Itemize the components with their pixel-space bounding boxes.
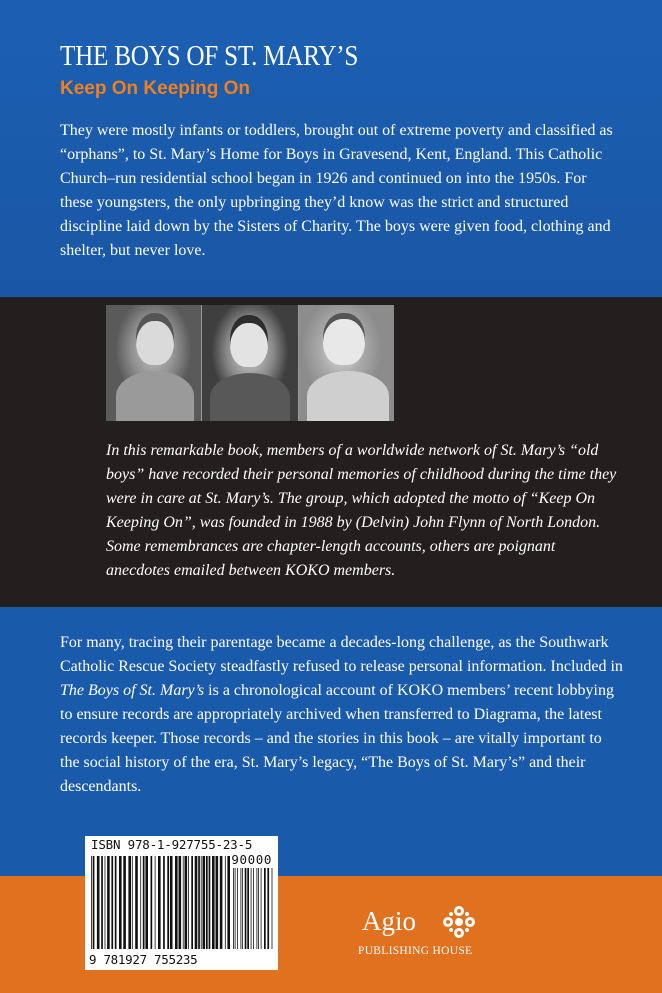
barcode-bar bbox=[115, 856, 117, 949]
boy-body bbox=[307, 371, 389, 421]
boy-head bbox=[136, 313, 174, 365]
barcode-bar bbox=[143, 856, 145, 949]
barcode-bar bbox=[237, 868, 238, 949]
barcode-bar bbox=[206, 856, 208, 949]
barcode-bar bbox=[179, 856, 182, 949]
intro-paragraph: They were mostly infants or toddlers, brought out of extreme poverty and classified as “orphans”, to St. Mary’s Home for Boys in Gravesend, Kent, England. This Catholic Church–run residential school began in 1926 and continued on into the 1950s. For these youngsters, the only upbringing they’d know was the strict and structured discipline laid down by the Sisters of Charity. The boys were given food, clothing and shelter, but never love. bbox=[60, 122, 613, 259]
barcode-bar bbox=[97, 856, 100, 949]
barcode-bar bbox=[132, 856, 133, 949]
book-subtitle: Keep On Keeping On bbox=[60, 78, 251, 99]
barcode-bar bbox=[105, 856, 106, 949]
barcode-bars bbox=[91, 856, 231, 949]
barcode-bar bbox=[151, 856, 153, 949]
barcode-bar bbox=[212, 856, 215, 949]
barcode-bar bbox=[203, 856, 206, 949]
barcode-bar bbox=[128, 856, 131, 949]
barcode-bar bbox=[209, 856, 211, 949]
barcode-bar bbox=[272, 868, 273, 949]
boy-body bbox=[210, 373, 290, 421]
barcode-bar bbox=[201, 856, 202, 949]
boy-photo bbox=[202, 305, 298, 421]
outro-paragraph bbox=[60, 631, 625, 799]
barcode-bar bbox=[195, 856, 198, 949]
barcode-bar bbox=[163, 856, 165, 949]
barcode-bar bbox=[225, 856, 226, 949]
barcode-bar bbox=[257, 868, 258, 949]
quote-paragraph: In this remarkable book, members of a worldwide network of St. Mary’s “old boys” have recorded their personal memories of childhood during the time they were in care at St. Mary’s. The group, which adopted the motto of “Keep On Keeping On”, was founded in 1988 by (Delvin) John Flynn of North London. Some remembrances are chapter-length accounts, others are poignant anecdotes emailed between KOKO members. bbox=[106, 442, 617, 579]
boys-photo-strip bbox=[106, 305, 394, 421]
isbn-label: ISBN 978-1-927755-23-5 bbox=[91, 837, 253, 852]
barcode-bar bbox=[185, 856, 188, 949]
price-code: 90000 bbox=[231, 852, 272, 867]
barcode-bar bbox=[198, 856, 200, 949]
barcode-bar bbox=[101, 856, 103, 949]
barcode-bar bbox=[145, 856, 148, 949]
barcode-bar bbox=[155, 856, 156, 949]
barcode-bar bbox=[167, 856, 169, 949]
barcode-bar bbox=[175, 856, 178, 949]
barcode-bar bbox=[258, 868, 259, 949]
boy-head bbox=[230, 315, 268, 367]
isbn-barcode bbox=[85, 836, 278, 970]
boy-body bbox=[116, 371, 194, 421]
publisher-house-label: PUBLISHING HOUSE bbox=[358, 945, 473, 957]
barcode-bar bbox=[264, 868, 266, 949]
barcode-bar bbox=[170, 856, 173, 949]
barcode-digits: 9 781927 755235 bbox=[89, 952, 198, 967]
addon-barcode-bars bbox=[233, 868, 273, 949]
boy-photo bbox=[106, 305, 202, 421]
barcode-bar bbox=[241, 868, 242, 949]
barcode-bar bbox=[242, 868, 243, 949]
barcode-bar bbox=[111, 856, 113, 949]
barcode-bar bbox=[227, 856, 230, 949]
barcode-bar bbox=[251, 868, 252, 949]
barcode-bar bbox=[93, 856, 95, 949]
barcode-bar bbox=[135, 856, 138, 949]
barcode-bar bbox=[91, 856, 92, 949]
barcode-bar bbox=[191, 856, 193, 949]
barcode-bar bbox=[158, 856, 161, 949]
outro-text: is a chronological account of KOKO members’ recent lobbying to ensure records are appropriately archived when transferred to Diagrama, the latest records keeper. Those records – and the stories in this book – are vitally important to the social history of the era, St. Mary’s legacy, “The Boys of St. Mary’s” and their descendants. bbox=[60, 682, 614, 795]
barcode-bar bbox=[233, 868, 234, 949]
barcode-bar bbox=[261, 868, 262, 949]
barcode-bar bbox=[119, 856, 122, 949]
boy-photo bbox=[299, 305, 394, 421]
publisher-logo bbox=[358, 904, 508, 968]
publisher-name: Agio bbox=[362, 906, 416, 936]
barcode-bar bbox=[107, 856, 110, 949]
barcode-bar bbox=[123, 856, 126, 949]
barcode-bar bbox=[267, 868, 269, 949]
barcode-bar bbox=[183, 856, 184, 949]
barcode-bar bbox=[253, 868, 254, 949]
book-title-italic: The Boys of St. Mary’s bbox=[60, 682, 205, 699]
boy-head bbox=[323, 313, 365, 365]
barcode-bar bbox=[247, 868, 249, 949]
barcode-bar bbox=[235, 868, 236, 949]
barcode-bar bbox=[140, 856, 141, 949]
barcode-bar bbox=[188, 856, 189, 949]
barcode-bar bbox=[245, 868, 247, 949]
book-title: THE BOYS OF ST. MARY’S bbox=[60, 41, 359, 72]
barcode-bar bbox=[216, 856, 219, 949]
outro-text: For many, tracing their parentage became a decades-long challenge, as the Southwark Catholic Rescue Society steadfastly refused to release personal information. Included in bbox=[60, 634, 623, 675]
fleur-cross-icon bbox=[442, 905, 476, 939]
barcode-bar bbox=[220, 856, 223, 949]
